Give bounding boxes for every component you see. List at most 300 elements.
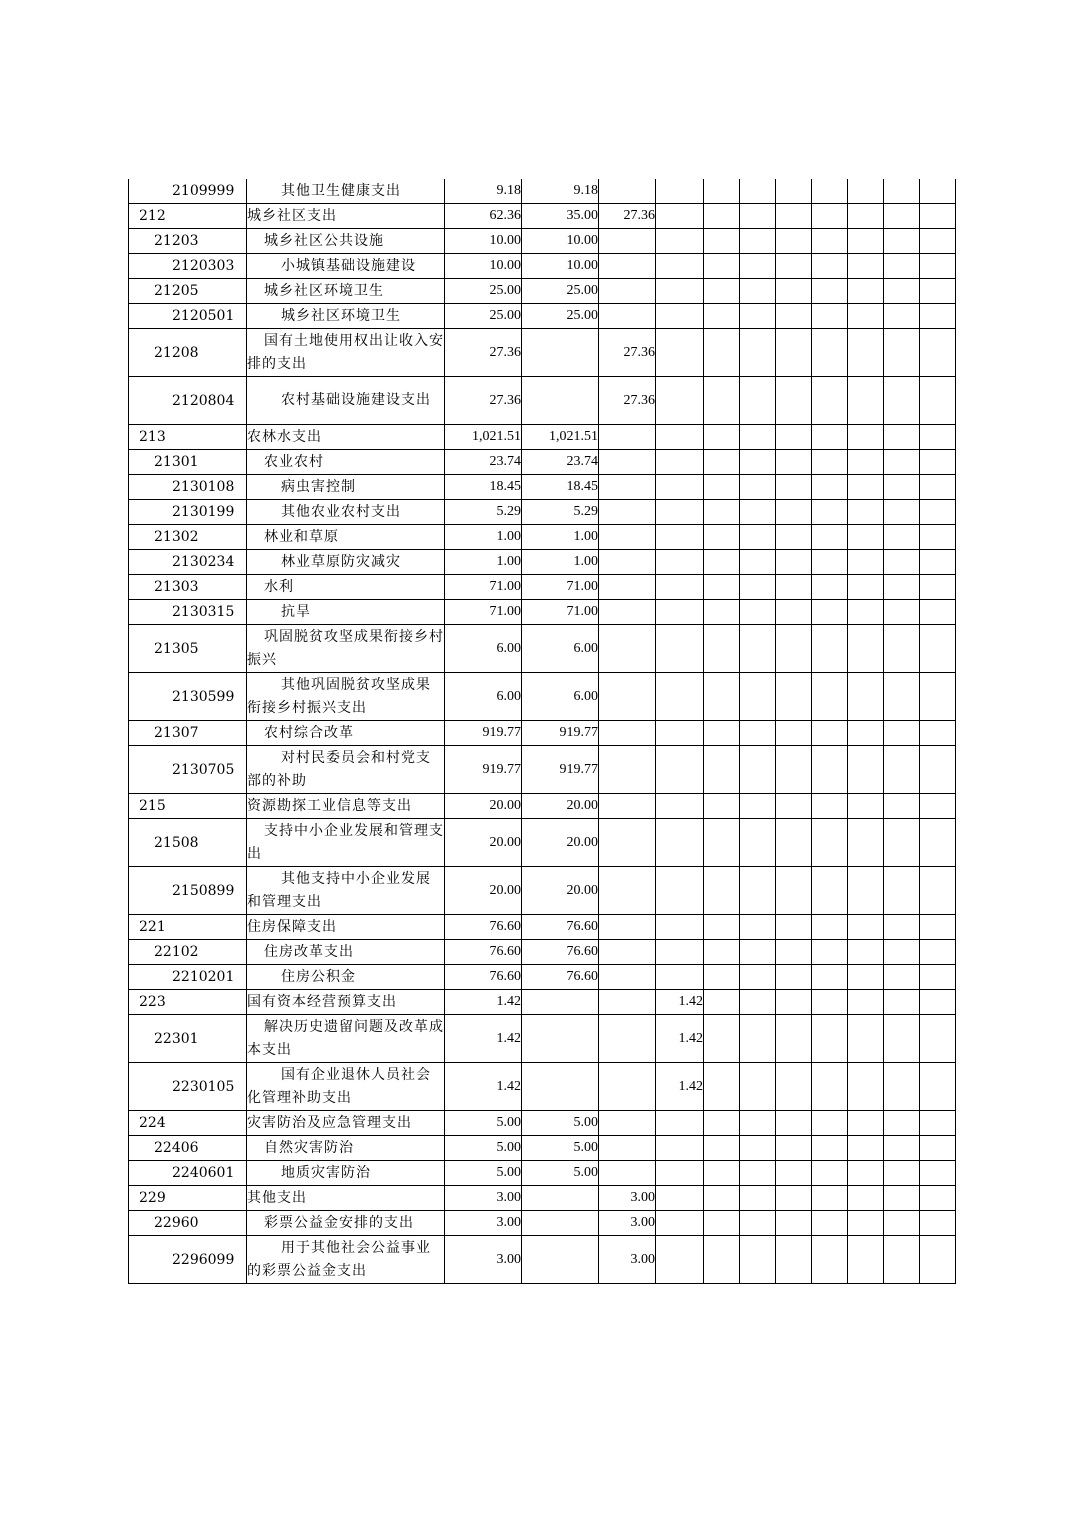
amount-cell-1: 5.00 xyxy=(445,1111,522,1136)
amount-cell-3 xyxy=(599,819,656,867)
subject-name-cell: 城乡社区环境卫生 xyxy=(247,279,445,304)
amount-cell-3 xyxy=(599,179,656,204)
table-row xyxy=(129,721,956,746)
amount-cell-2: 20.00 xyxy=(522,867,599,915)
empty-cell xyxy=(812,794,848,819)
empty-cell xyxy=(704,377,740,425)
empty-cell xyxy=(704,304,740,329)
empty-cell xyxy=(884,794,920,819)
empty-cell xyxy=(776,1136,812,1161)
subject-name-cell: 住房公积金 xyxy=(247,965,445,990)
table-row xyxy=(129,1211,956,1236)
empty-cell xyxy=(848,794,884,819)
empty-cell xyxy=(884,179,920,204)
empty-cell xyxy=(740,500,776,525)
empty-cell xyxy=(704,425,740,450)
empty-cell xyxy=(740,1161,776,1186)
empty-cell xyxy=(884,1236,920,1284)
table-row xyxy=(129,525,956,550)
empty-cell xyxy=(920,915,956,940)
empty-cell xyxy=(848,965,884,990)
empty-cell xyxy=(848,1063,884,1111)
empty-cell xyxy=(884,673,920,721)
amount-cell-4 xyxy=(656,1136,704,1161)
empty-cell xyxy=(848,254,884,279)
table-row xyxy=(129,915,956,940)
amount-cell-1: 71.00 xyxy=(445,575,522,600)
amount-cell-2 xyxy=(522,1236,599,1284)
empty-cell xyxy=(848,525,884,550)
empty-cell xyxy=(920,550,956,575)
amount-cell-1: 25.00 xyxy=(445,304,522,329)
empty-cell xyxy=(848,1111,884,1136)
empty-cell xyxy=(920,721,956,746)
empty-cell xyxy=(776,575,812,600)
empty-cell xyxy=(920,1063,956,1111)
subject-code-cell: 2120804 xyxy=(129,377,247,425)
subject-code-cell: 22960 xyxy=(129,1211,247,1236)
empty-cell xyxy=(812,1236,848,1284)
amount-cell-2: 23.74 xyxy=(522,450,599,475)
empty-cell xyxy=(776,179,812,204)
empty-cell xyxy=(884,1136,920,1161)
empty-cell xyxy=(812,965,848,990)
empty-cell xyxy=(812,746,848,794)
empty-cell xyxy=(740,673,776,721)
empty-cell xyxy=(848,1161,884,1186)
subject-name-cell: 小城镇基础设施建设 xyxy=(247,254,445,279)
empty-cell xyxy=(704,475,740,500)
empty-cell xyxy=(884,550,920,575)
amount-cell-4 xyxy=(656,1186,704,1211)
amount-cell-2: 76.60 xyxy=(522,965,599,990)
empty-cell xyxy=(776,304,812,329)
amount-cell-3 xyxy=(599,625,656,673)
empty-cell xyxy=(776,500,812,525)
empty-cell xyxy=(812,204,848,229)
table-row xyxy=(129,575,956,600)
empty-cell xyxy=(704,329,740,377)
amount-cell-4 xyxy=(656,1111,704,1136)
empty-cell xyxy=(812,600,848,625)
empty-cell xyxy=(848,475,884,500)
empty-cell xyxy=(920,254,956,279)
amount-cell-3: 3.00 xyxy=(599,1186,656,1211)
subject-name-cell: 资源勘探工业信息等支出 xyxy=(247,794,445,819)
empty-cell xyxy=(776,673,812,721)
amount-cell-2: 919.77 xyxy=(522,746,599,794)
empty-cell xyxy=(740,425,776,450)
amount-cell-2: 76.60 xyxy=(522,915,599,940)
table-row xyxy=(129,819,956,867)
empty-cell xyxy=(812,1015,848,1063)
empty-cell xyxy=(920,746,956,794)
empty-cell xyxy=(812,625,848,673)
amount-cell-3 xyxy=(599,600,656,625)
empty-cell xyxy=(884,819,920,867)
subject-name-cell: 其他农业农村支出 xyxy=(247,500,445,525)
empty-cell xyxy=(920,229,956,254)
amount-cell-3 xyxy=(599,1015,656,1063)
empty-cell xyxy=(776,990,812,1015)
table-row xyxy=(129,794,956,819)
subject-name-cell: 农业农村 xyxy=(247,450,445,475)
empty-cell xyxy=(884,867,920,915)
empty-cell xyxy=(812,940,848,965)
empty-cell xyxy=(848,915,884,940)
empty-cell xyxy=(920,673,956,721)
empty-cell xyxy=(740,990,776,1015)
amount-cell-1: 6.00 xyxy=(445,673,522,721)
empty-cell xyxy=(704,915,740,940)
amount-cell-4 xyxy=(656,425,704,450)
subject-name-cell: 国有土地使用权出让收入安排的支出 xyxy=(247,329,445,377)
amount-cell-4 xyxy=(656,279,704,304)
amount-cell-3: 27.36 xyxy=(599,329,656,377)
table-row xyxy=(129,475,956,500)
empty-cell xyxy=(848,1136,884,1161)
empty-cell xyxy=(776,550,812,575)
subject-name-cell: 解决历史遗留问题及改革成本支出 xyxy=(247,1015,445,1063)
empty-cell xyxy=(848,229,884,254)
empty-cell xyxy=(812,377,848,425)
amount-cell-3 xyxy=(599,525,656,550)
amount-cell-1: 3.00 xyxy=(445,1186,522,1211)
subject-code-cell: 213 xyxy=(129,425,247,450)
empty-cell xyxy=(740,1236,776,1284)
empty-cell xyxy=(884,721,920,746)
empty-cell xyxy=(776,867,812,915)
subject-name-cell: 彩票公益金安排的支出 xyxy=(247,1211,445,1236)
empty-cell xyxy=(920,1161,956,1186)
amount-cell-3 xyxy=(599,500,656,525)
amount-cell-4 xyxy=(656,940,704,965)
empty-cell xyxy=(704,600,740,625)
empty-cell xyxy=(812,304,848,329)
subject-code-cell: 2130315 xyxy=(129,600,247,625)
subject-name-cell: 国有企业退休人员社会化管理补助支出 xyxy=(247,1063,445,1111)
empty-cell xyxy=(884,475,920,500)
empty-cell xyxy=(740,304,776,329)
empty-cell xyxy=(704,794,740,819)
subject-code-cell: 2230105 xyxy=(129,1063,247,1111)
amount-cell-2: 6.00 xyxy=(522,673,599,721)
empty-cell xyxy=(740,1111,776,1136)
amount-cell-2: 20.00 xyxy=(522,819,599,867)
subject-code-cell: 2109999 xyxy=(129,179,247,204)
subject-name-cell: 水利 xyxy=(247,575,445,600)
amount-cell-2 xyxy=(522,1063,599,1111)
subject-code-cell: 21305 xyxy=(129,625,247,673)
amount-cell-2: 25.00 xyxy=(522,279,599,304)
empty-cell xyxy=(704,1111,740,1136)
subject-code-cell: 212 xyxy=(129,204,247,229)
amount-cell-2: 6.00 xyxy=(522,625,599,673)
subject-code-cell: 21208 xyxy=(129,329,247,377)
empty-cell xyxy=(920,990,956,1015)
subject-code-cell: 224 xyxy=(129,1111,247,1136)
amount-cell-3 xyxy=(599,1111,656,1136)
empty-cell xyxy=(740,475,776,500)
amount-cell-2: 25.00 xyxy=(522,304,599,329)
empty-cell xyxy=(812,867,848,915)
amount-cell-2: 35.00 xyxy=(522,204,599,229)
empty-cell xyxy=(740,867,776,915)
empty-cell xyxy=(812,990,848,1015)
empty-cell xyxy=(704,673,740,721)
amount-cell-1: 23.74 xyxy=(445,450,522,475)
empty-cell xyxy=(920,1236,956,1284)
empty-cell xyxy=(848,304,884,329)
empty-cell xyxy=(740,721,776,746)
empty-cell xyxy=(812,673,848,721)
empty-cell xyxy=(776,794,812,819)
amount-cell-2: 5.29 xyxy=(522,500,599,525)
empty-cell xyxy=(884,229,920,254)
amount-cell-1: 62.36 xyxy=(445,204,522,229)
amount-cell-3 xyxy=(599,229,656,254)
empty-cell xyxy=(920,279,956,304)
amount-cell-1: 9.18 xyxy=(445,179,522,204)
subject-code-cell: 2130599 xyxy=(129,673,247,721)
empty-cell xyxy=(740,794,776,819)
amount-cell-2: 71.00 xyxy=(522,600,599,625)
empty-cell xyxy=(848,1211,884,1236)
amount-cell-1: 1.42 xyxy=(445,1015,522,1063)
table-row xyxy=(129,304,956,329)
empty-cell xyxy=(704,1136,740,1161)
empty-cell xyxy=(848,500,884,525)
empty-cell xyxy=(884,965,920,990)
empty-cell xyxy=(740,915,776,940)
empty-cell xyxy=(740,575,776,600)
empty-cell xyxy=(848,867,884,915)
empty-cell xyxy=(884,377,920,425)
subject-name-cell: 对村民委员会和村党支部的补助 xyxy=(247,746,445,794)
subject-code-cell: 21302 xyxy=(129,525,247,550)
empty-cell xyxy=(740,1211,776,1236)
amount-cell-1: 10.00 xyxy=(445,254,522,279)
amount-cell-1: 20.00 xyxy=(445,819,522,867)
empty-cell xyxy=(776,1111,812,1136)
empty-cell xyxy=(812,915,848,940)
amount-cell-1: 919.77 xyxy=(445,746,522,794)
empty-cell xyxy=(704,1063,740,1111)
table-row xyxy=(129,940,956,965)
empty-cell xyxy=(812,1186,848,1211)
table-row xyxy=(129,254,956,279)
amount-cell-3 xyxy=(599,673,656,721)
empty-cell xyxy=(848,329,884,377)
amount-cell-3: 27.36 xyxy=(599,204,656,229)
subject-code-cell: 21508 xyxy=(129,819,247,867)
table-row xyxy=(129,600,956,625)
amount-cell-3 xyxy=(599,990,656,1015)
amount-cell-3 xyxy=(599,746,656,794)
table-row xyxy=(129,179,956,204)
empty-cell xyxy=(740,1136,776,1161)
empty-cell xyxy=(704,254,740,279)
subject-code-cell: 2150899 xyxy=(129,867,247,915)
amount-cell-1: 919.77 xyxy=(445,721,522,746)
amount-cell-3 xyxy=(599,867,656,915)
empty-cell xyxy=(740,279,776,304)
empty-cell xyxy=(848,1015,884,1063)
amount-cell-2: 1.00 xyxy=(522,550,599,575)
empty-cell xyxy=(740,600,776,625)
empty-cell xyxy=(884,1063,920,1111)
amount-cell-3 xyxy=(599,794,656,819)
amount-cell-2: 18.45 xyxy=(522,475,599,500)
empty-cell xyxy=(776,625,812,673)
table-row xyxy=(129,204,956,229)
empty-cell xyxy=(884,304,920,329)
empty-cell xyxy=(812,525,848,550)
empty-cell xyxy=(740,450,776,475)
subject-code-cell: 2210201 xyxy=(129,965,247,990)
amount-cell-4 xyxy=(656,625,704,673)
amount-cell-2 xyxy=(522,1186,599,1211)
empty-cell xyxy=(848,746,884,794)
empty-cell xyxy=(704,500,740,525)
subject-code-cell: 229 xyxy=(129,1186,247,1211)
empty-cell xyxy=(740,377,776,425)
subject-code-cell: 22406 xyxy=(129,1136,247,1161)
empty-cell xyxy=(848,204,884,229)
empty-cell xyxy=(704,204,740,229)
empty-cell xyxy=(704,279,740,304)
empty-cell xyxy=(920,179,956,204)
amount-cell-1: 10.00 xyxy=(445,229,522,254)
empty-cell xyxy=(884,940,920,965)
empty-cell xyxy=(884,1211,920,1236)
amount-cell-3 xyxy=(599,940,656,965)
table-row xyxy=(129,1111,956,1136)
empty-cell xyxy=(920,1211,956,1236)
amount-cell-2: 9.18 xyxy=(522,179,599,204)
empty-cell xyxy=(704,575,740,600)
amount-cell-4 xyxy=(656,254,704,279)
empty-cell xyxy=(920,304,956,329)
amount-cell-2 xyxy=(522,1211,599,1236)
table-row xyxy=(129,229,956,254)
amount-cell-1: 5.00 xyxy=(445,1136,522,1161)
table-row xyxy=(129,867,956,915)
amount-cell-3 xyxy=(599,254,656,279)
subject-code-cell: 22301 xyxy=(129,1015,247,1063)
empty-cell xyxy=(812,721,848,746)
amount-cell-1: 5.29 xyxy=(445,500,522,525)
amount-cell-4 xyxy=(656,1161,704,1186)
amount-cell-4: 1.42 xyxy=(656,1063,704,1111)
subject-code-cell: 2120501 xyxy=(129,304,247,329)
empty-cell xyxy=(740,819,776,867)
amount-cell-3: 27.36 xyxy=(599,377,656,425)
empty-cell xyxy=(776,915,812,940)
empty-cell xyxy=(920,625,956,673)
table-row xyxy=(129,625,956,673)
subject-code-cell: 2130108 xyxy=(129,475,247,500)
subject-name-cell: 其他支持中小企业发展和管理支出 xyxy=(247,867,445,915)
empty-cell xyxy=(740,525,776,550)
empty-cell xyxy=(704,965,740,990)
empty-cell xyxy=(920,600,956,625)
empty-cell xyxy=(776,1211,812,1236)
empty-cell xyxy=(884,279,920,304)
subject-name-cell: 其他卫生健康支出 xyxy=(247,179,445,204)
table-row xyxy=(129,965,956,990)
amount-cell-4 xyxy=(656,1211,704,1236)
amount-cell-4 xyxy=(656,475,704,500)
amount-cell-4 xyxy=(656,721,704,746)
empty-cell xyxy=(776,229,812,254)
empty-cell xyxy=(812,179,848,204)
amount-cell-2 xyxy=(522,377,599,425)
empty-cell xyxy=(704,229,740,254)
empty-cell xyxy=(884,990,920,1015)
amount-cell-4 xyxy=(656,819,704,867)
amount-cell-4 xyxy=(656,329,704,377)
empty-cell xyxy=(884,1015,920,1063)
empty-cell xyxy=(704,1211,740,1236)
empty-cell xyxy=(812,550,848,575)
amount-cell-4 xyxy=(656,867,704,915)
empty-cell xyxy=(776,940,812,965)
table-row xyxy=(129,746,956,794)
amount-cell-4: 1.42 xyxy=(656,1015,704,1063)
subject-name-cell: 其他巩固脱贫攻坚成果衔接乡村振兴支出 xyxy=(247,673,445,721)
empty-cell xyxy=(776,965,812,990)
empty-cell xyxy=(704,940,740,965)
empty-cell xyxy=(884,254,920,279)
empty-cell xyxy=(776,1186,812,1211)
empty-cell xyxy=(704,1015,740,1063)
amount-cell-4 xyxy=(656,229,704,254)
table-row xyxy=(129,990,956,1015)
empty-cell xyxy=(848,673,884,721)
amount-cell-3 xyxy=(599,1161,656,1186)
empty-cell xyxy=(920,525,956,550)
empty-cell xyxy=(884,204,920,229)
table-row xyxy=(129,1063,956,1111)
amount-cell-3 xyxy=(599,450,656,475)
subject-code-cell: 21205 xyxy=(129,279,247,304)
subject-name-cell: 城乡社区环境卫生 xyxy=(247,304,445,329)
subject-code-cell: 21203 xyxy=(129,229,247,254)
amount-cell-2: 1.00 xyxy=(522,525,599,550)
amount-cell-4 xyxy=(656,600,704,625)
table-row xyxy=(129,1186,956,1211)
empty-cell xyxy=(920,1186,956,1211)
empty-cell xyxy=(776,329,812,377)
amount-cell-2: 5.00 xyxy=(522,1136,599,1161)
empty-cell xyxy=(740,625,776,673)
empty-cell xyxy=(776,279,812,304)
amount-cell-2: 10.00 xyxy=(522,229,599,254)
amount-cell-3 xyxy=(599,279,656,304)
amount-cell-4: 1.42 xyxy=(656,990,704,1015)
empty-cell xyxy=(740,204,776,229)
amount-cell-3 xyxy=(599,721,656,746)
subject-name-cell: 巩固脱贫攻坚成果衔接乡村振兴 xyxy=(247,625,445,673)
amount-cell-4 xyxy=(656,179,704,204)
subject-code-cell: 2240601 xyxy=(129,1161,247,1186)
empty-cell xyxy=(704,819,740,867)
table-row xyxy=(129,1236,956,1284)
table-row xyxy=(129,279,956,304)
empty-cell xyxy=(884,1186,920,1211)
empty-cell xyxy=(884,915,920,940)
